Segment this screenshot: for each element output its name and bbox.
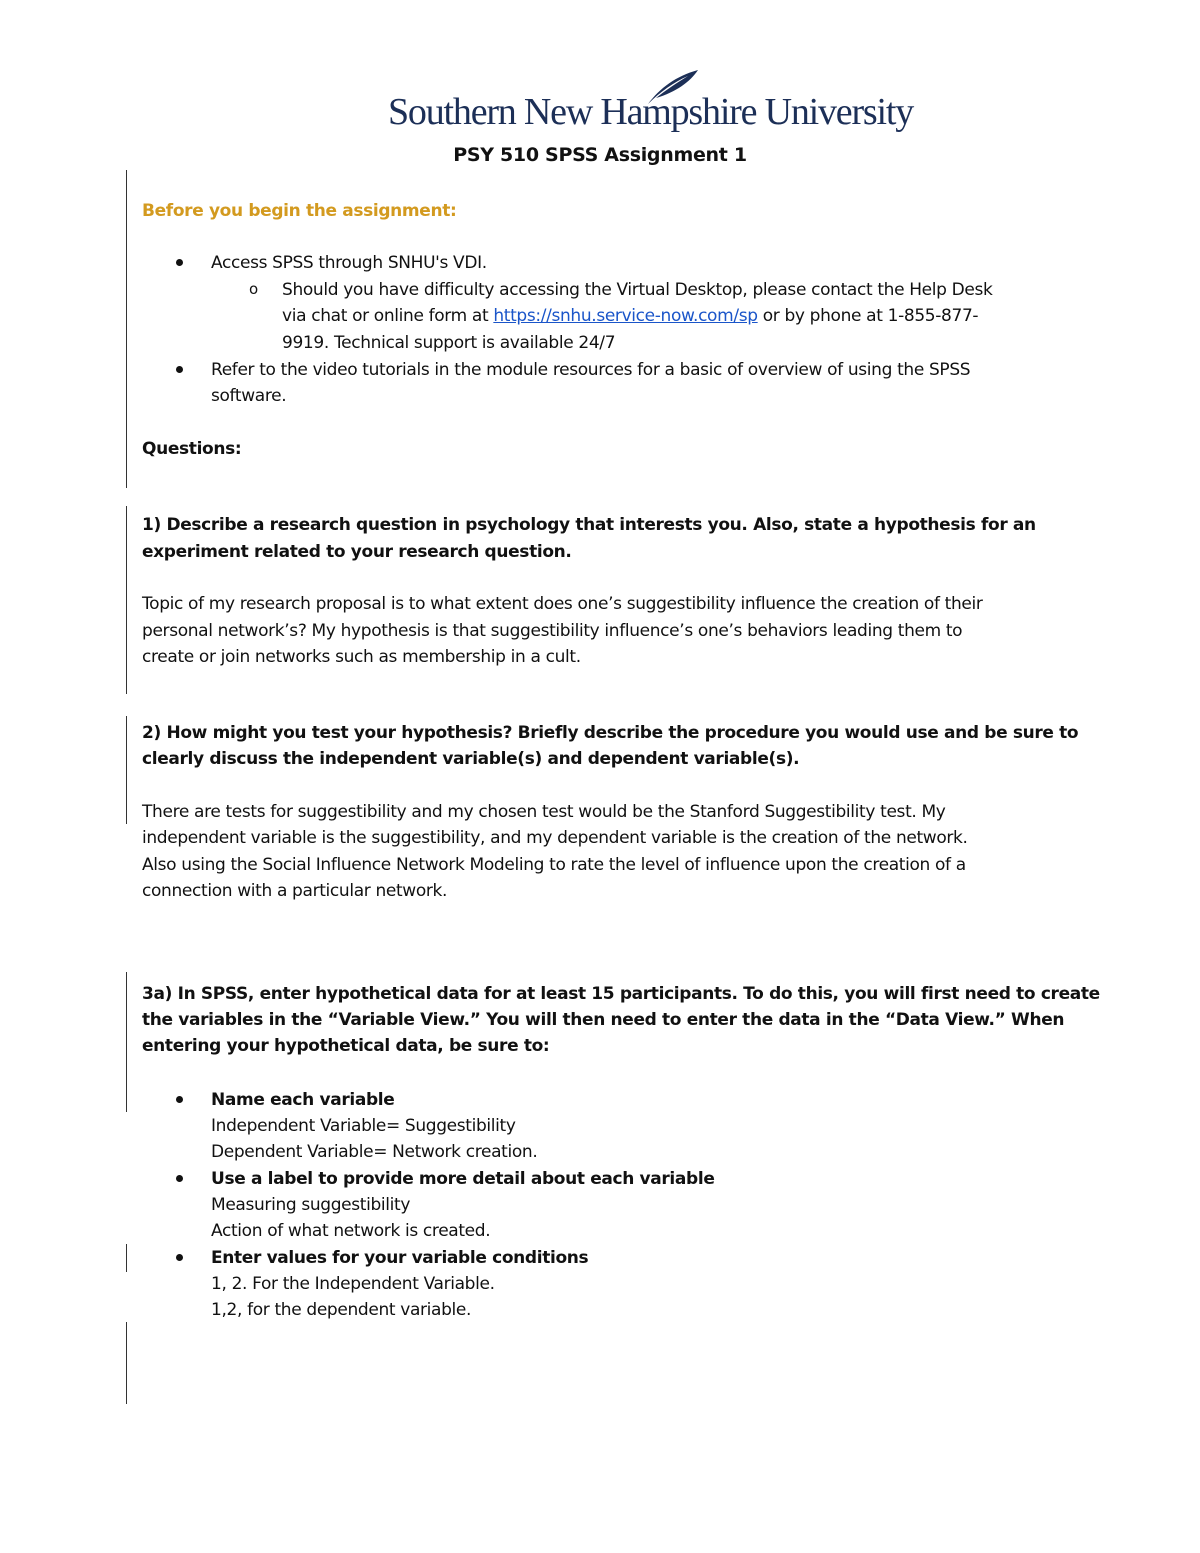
answer-2: independent variable is the suggestibility, and my dependent variable is the creation of the network.: [142, 828, 968, 848]
list-item-detail: Action of what network is created.: [211, 1221, 491, 1241]
list-item-detail: Measuring suggestibility: [211, 1195, 411, 1215]
help-desk-link[interactable]: https://snhu.service-now.com/sp: [493, 306, 758, 326]
bullet-text: Access SPSS through SNHU's VDI.: [211, 253, 487, 273]
question-2: 2) How might you test your hypothesis? Briefly describe the procedure you would use and be sure to: [142, 723, 1079, 743]
section-heading-before: Before you begin the assignment:: [142, 201, 457, 221]
page-title: PSY 510 SPSS Assignment 1: [453, 144, 747, 166]
bullet-icon: [176, 1096, 183, 1103]
list-item-label: Name each variable: [211, 1090, 395, 1110]
change-bar: [126, 716, 127, 824]
question-3a: the variables in the “Variable View.” You will then need to enter the data in the “Data View.” When: [142, 1010, 1065, 1030]
answer-1: Topic of my research proposal is to what extent does one’s suggestibility influence the creation of their: [142, 594, 983, 614]
sub-bullet-text: 9919. Technical support is available 24/7: [282, 333, 616, 353]
change-bar: [126, 170, 127, 488]
bullet-text: software.: [211, 386, 287, 406]
list-item-detail: 1, 2. For the Independent Variable.: [211, 1274, 495, 1294]
answer-2: There are tests for suggestibility and my chosen test would be the Stanford Suggestibility test. My: [142, 802, 946, 822]
question-3a: 3a) In SPSS, enter hypothetical data for at least 15 participants. To do this, you will first need to create: [142, 984, 1100, 1004]
answer-1: create or join networks such as membership in a cult.: [142, 647, 581, 667]
sub-bullet-text-pre: via chat or online form at: [282, 306, 494, 326]
list-item-detail: Dependent Variable= Network creation.: [211, 1142, 538, 1162]
bullet-icon: [176, 1254, 183, 1261]
list-item-label: Use a label to provide more detail about each variable: [211, 1169, 715, 1189]
sub-bullet-text: [282, 303, 978, 330]
bullet-icon: [176, 259, 183, 266]
change-bar: [126, 506, 127, 694]
answer-1: personal network’s? My hypothesis is that suggestibility influence’s one’s behaviors leading them to: [142, 621, 963, 641]
change-bar: [126, 1244, 127, 1272]
bullet-text: Refer to the video tutorials in the module resources for a basic of overview of using the SPSS: [211, 360, 971, 380]
answer-2: Also using the Social Influence Network Modeling to rate the level of influence upon the creation of a: [142, 855, 966, 875]
sub-bullet-icon: o: [249, 280, 259, 298]
logo-text: Southern New Hampshire University: [388, 91, 914, 133]
answer-2: connection with a particular network.: [142, 881, 448, 901]
question-2: clearly discuss the independent variable(s) and dependent variable(s).: [142, 749, 800, 769]
university-logo: [388, 82, 914, 138]
question-3a: entering your hypothetical data, be sure to:: [142, 1036, 550, 1056]
list-item-detail: 1,2, for the dependent variable.: [211, 1300, 472, 1320]
bullet-icon: [176, 366, 183, 373]
question-1: experiment related to your research question.: [142, 542, 572, 562]
sub-bullet-text-post: or by phone at 1-855-877-: [757, 306, 979, 326]
list-item-label: Enter values for your variable conditions: [211, 1248, 589, 1268]
questions-heading: Questions:: [142, 439, 242, 459]
change-bar: [126, 972, 127, 1112]
change-bar: [126, 1322, 127, 1404]
sub-bullet-text: Should you have difficulty accessing the Virtual Desktop, please contact the Help Desk: [282, 280, 993, 300]
question-1: 1) Describe a research question in psychology that interests you. Also, state a hypothesis for an: [142, 515, 1036, 535]
list-item-detail: Independent Variable= Suggestibility: [211, 1116, 516, 1136]
feather-icon: [642, 68, 702, 108]
bullet-icon: [176, 1175, 183, 1182]
